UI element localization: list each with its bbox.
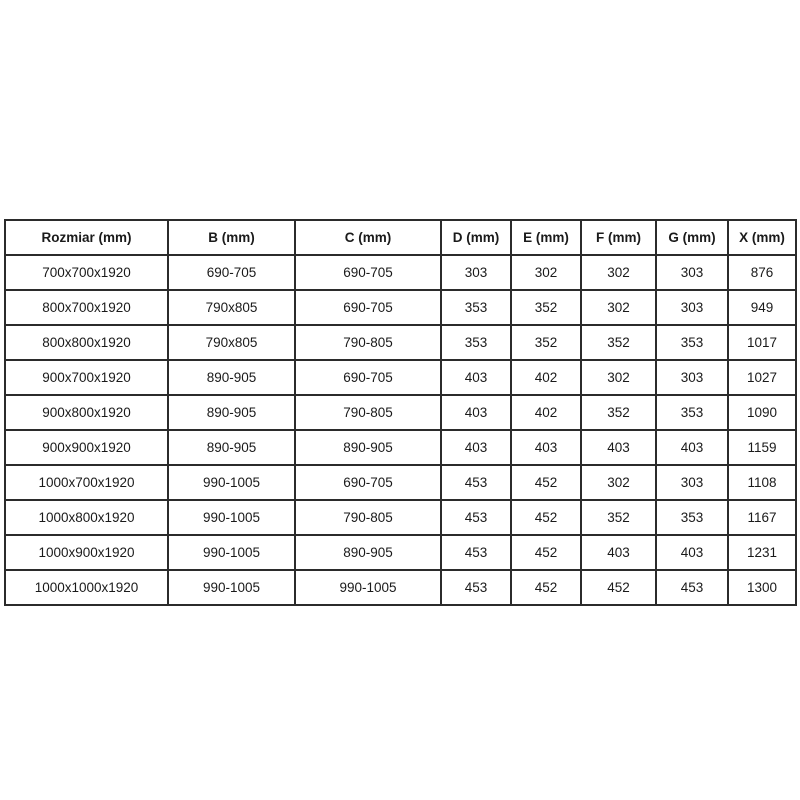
table-cell: 890-905 xyxy=(168,360,295,395)
table-cell: 452 xyxy=(581,570,656,605)
table-cell: 352 xyxy=(581,325,656,360)
table-cell: 452 xyxy=(511,500,581,535)
table-cell: 402 xyxy=(511,395,581,430)
column-header-rozmiar: Rozmiar (mm) xyxy=(5,220,168,255)
column-header-d: D (mm) xyxy=(441,220,511,255)
table-cell: 1090 xyxy=(728,395,796,430)
table-cell: 790x805 xyxy=(168,325,295,360)
table-cell: 352 xyxy=(581,395,656,430)
table-row xyxy=(5,535,796,570)
table-cell: 790-805 xyxy=(295,325,441,360)
table-cell: 1000x700x1920 xyxy=(5,465,168,500)
table-cell: 900x900x1920 xyxy=(5,430,168,465)
table-cell: 990-1005 xyxy=(168,570,295,605)
table-cell: 403 xyxy=(656,535,728,570)
table-cell: 1108 xyxy=(728,465,796,500)
table-cell: 900x800x1920 xyxy=(5,395,168,430)
table-cell: 352 xyxy=(581,500,656,535)
table-cell: 452 xyxy=(511,570,581,605)
table-cell: 990-1005 xyxy=(168,535,295,570)
table-cell: 403 xyxy=(511,430,581,465)
table-cell: 453 xyxy=(441,465,511,500)
table-cell: 1027 xyxy=(728,360,796,395)
table-cell: 402 xyxy=(511,360,581,395)
table-cell: 303 xyxy=(656,465,728,500)
table-cell: 700x700x1920 xyxy=(5,255,168,290)
dimensions-table xyxy=(4,219,797,606)
table-cell: 790-805 xyxy=(295,395,441,430)
table-cell: 890-905 xyxy=(295,430,441,465)
table-body xyxy=(5,255,796,605)
table-cell: 876 xyxy=(728,255,796,290)
table-cell: 790x805 xyxy=(168,290,295,325)
column-header-c: C (mm) xyxy=(295,220,441,255)
table-cell: 403 xyxy=(441,430,511,465)
column-header-x: X (mm) xyxy=(728,220,796,255)
table-cell: 1000x800x1920 xyxy=(5,500,168,535)
table-cell: 303 xyxy=(656,290,728,325)
table-row xyxy=(5,465,796,500)
table-cell: 990-1005 xyxy=(168,500,295,535)
table-cell: 302 xyxy=(581,290,656,325)
table-cell: 403 xyxy=(581,535,656,570)
table-row xyxy=(5,395,796,430)
table-row xyxy=(5,325,796,360)
table-cell: 890-905 xyxy=(168,430,295,465)
table-row xyxy=(5,290,796,325)
table-cell: 353 xyxy=(441,290,511,325)
table-cell: 690-705 xyxy=(295,360,441,395)
table-cell: 303 xyxy=(441,255,511,290)
table-row xyxy=(5,500,796,535)
table-cell: 1167 xyxy=(728,500,796,535)
header-row xyxy=(5,220,796,255)
table-cell: 690-705 xyxy=(295,290,441,325)
table-cell: 890-905 xyxy=(295,535,441,570)
table-row xyxy=(5,360,796,395)
table-cell: 353 xyxy=(656,325,728,360)
table-cell: 1017 xyxy=(728,325,796,360)
table-cell: 690-705 xyxy=(295,465,441,500)
table-cell: 403 xyxy=(441,360,511,395)
table-cell: 890-905 xyxy=(168,395,295,430)
table-cell: 790-805 xyxy=(295,500,441,535)
table-cell: 453 xyxy=(441,500,511,535)
table-cell: 990-1005 xyxy=(168,465,295,500)
table-cell: 303 xyxy=(656,360,728,395)
table-cell: 452 xyxy=(511,465,581,500)
table-cell: 353 xyxy=(656,500,728,535)
table-cell: 353 xyxy=(441,325,511,360)
table-cell: 900x700x1920 xyxy=(5,360,168,395)
table-row xyxy=(5,430,796,465)
table-cell: 690-705 xyxy=(168,255,295,290)
table-cell: 302 xyxy=(581,255,656,290)
table-cell: 302 xyxy=(581,360,656,395)
table-cell: 352 xyxy=(511,290,581,325)
table-cell: 1159 xyxy=(728,430,796,465)
table-cell: 990-1005 xyxy=(295,570,441,605)
column-header-g: G (mm) xyxy=(656,220,728,255)
table-cell: 1231 xyxy=(728,535,796,570)
table-cell: 352 xyxy=(511,325,581,360)
table-cell: 302 xyxy=(581,465,656,500)
table-cell: 403 xyxy=(656,430,728,465)
table-row xyxy=(5,570,796,605)
table-cell: 403 xyxy=(581,430,656,465)
table-cell: 302 xyxy=(511,255,581,290)
table-cell: 949 xyxy=(728,290,796,325)
table-cell: 303 xyxy=(656,255,728,290)
table-cell: 1000x1000x1920 xyxy=(5,570,168,605)
table-cell: 1300 xyxy=(728,570,796,605)
table-cell: 453 xyxy=(441,570,511,605)
table-cell: 453 xyxy=(441,535,511,570)
table-cell: 1000x900x1920 xyxy=(5,535,168,570)
table-row xyxy=(5,255,796,290)
table-cell: 690-705 xyxy=(295,255,441,290)
table-header xyxy=(5,220,796,255)
table-cell: 453 xyxy=(656,570,728,605)
table-cell: 403 xyxy=(441,395,511,430)
table-cell: 800x800x1920 xyxy=(5,325,168,360)
table-cell: 452 xyxy=(511,535,581,570)
column-header-b: B (mm) xyxy=(168,220,295,255)
column-header-e: E (mm) xyxy=(511,220,581,255)
column-header-f: F (mm) xyxy=(581,220,656,255)
table-cell: 800x700x1920 xyxy=(5,290,168,325)
table-cell: 353 xyxy=(656,395,728,430)
